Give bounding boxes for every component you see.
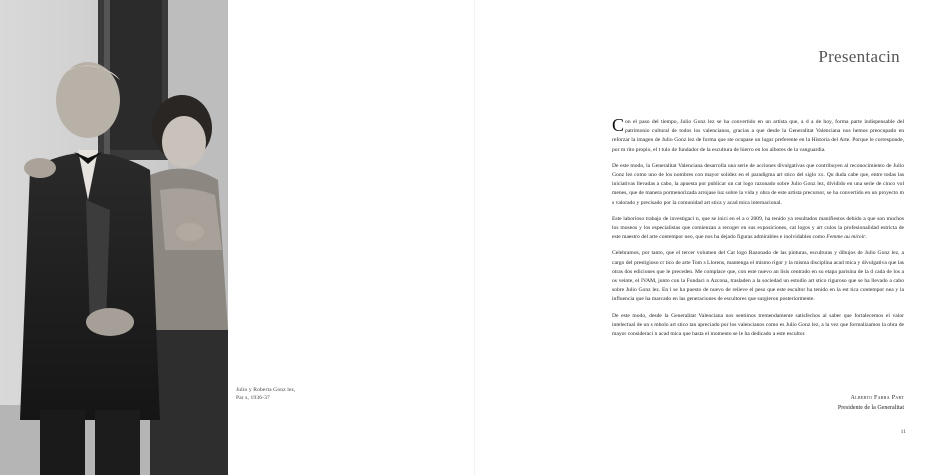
body-text	[612, 115, 904, 346]
paragraph: Celebramos, por tanto, que el tercer volumen del Cat logo Razonado de las pinturas, esculturas y dibujos de Julio Gonz lez, a cargo del prestigioso cr tico de arte Tom s Llorens, mantenga el mismo rigor y la misma disciplina acad mica y divulgativa que las otras dos ediciones que le preceden. Me complace que, con este nuevo an lisis centrado en su etapa parisina de la d cada de los a os veinte, el IVAM, junto con la Fundaci n Azcona, trasladen a la sociedad un estudio art stico riguroso que se ha llevado a cabo sobre Julio Gonz lez. En l se ha puesto de nuevo de relieve el peso que este escultor ha tenido en la est tica contempor nea y la influencia que ha marcado en las generaciones de escultores que surgieron posteriormente.	[612, 250, 904, 303]
page-gutter	[474, 0, 475, 475]
signatory-name: Alberto Fabra Part	[850, 395, 904, 401]
paragraph-text: .	[865, 234, 867, 241]
caption-line: Julio y Roberta Gonz lez,	[236, 387, 296, 393]
paragraph: De este modo, desde la Generalitat Valenciana nos sentimos tremendamente satisfechos al saber que fortalecemos el valor intelectual de un s mbolo art stico tan apreciado por los valencianos como es Julio Gonz lez, a la vez que formalizamos la obra de mayor consideraci n acad mica que hasta el momento se le ha dedicado a este escultor.	[612, 312, 904, 338]
paragraph	[612, 215, 904, 243]
photo-caption	[236, 386, 356, 402]
signatory-role: Presidente de la Generalitat	[837, 405, 904, 411]
drop-cap: C	[612, 115, 625, 135]
page-number: 11	[900, 429, 906, 435]
paragraph-text: Este laborioso trabajo de investigaci n, que se inici en el a o 2009, ha tenido ya resultados manifiestos debido a que son muchos los museos y los especialistas que comienzan a recoger en sus exposiciones, cat logos y art culos la profesionalidad estricta de este maestro del arte contempor neo, que nos ha dejado figuras admirables e inolvidables como	[612, 215, 904, 241]
artwork-title: Femme au miroir	[826, 234, 866, 241]
paragraph	[612, 115, 904, 155]
paragraph: De este modo, la Generalitat Valenciana desarrolla una serie de acciones divulgativas que contribuyen al reconocimiento de Julio Gonz lez como uno de los nombres con mayor solidez en el paradigma art stico del siglo xx. Qu duda cabe que, entre todas las iniciativas llevadas a cabo, la apuesta por publicar un cat logo razonado sobre Julio Gonz lez, dividido en una serie de cinco vol menes, que de manera pormenorizada arrojase luz sobre la vida y obra de este artista precursor, se ha convertido en un proyecto m s valorado y precisado por la comunidad art stica y acad mica internacional.	[612, 162, 904, 206]
archival-photograph	[0, 0, 228, 475]
caption-line: Par s, 1936-37	[236, 395, 270, 401]
photo-image	[0, 0, 228, 475]
paragraph-text: on el paso del tiempo, Julio Gonz lez se ha convertido en un artista que, a d a de hoy, forma parte indispensable del patrimonio cultural de todos los valencianos, gracias a que desde la Generalitat Valenciana nos hemos preocupado en reforzar la imagen de Julio Gonz lez de forma que ste ocupase un lugar preferente en la Historia del Arte. Porque le corresponde, por m rito propio, el t tulo de fundador de la escultura de hierro en los albores de la vanguardia.	[612, 119, 904, 153]
signature-block	[838, 393, 904, 413]
page-title: Presentacin	[818, 47, 900, 66]
